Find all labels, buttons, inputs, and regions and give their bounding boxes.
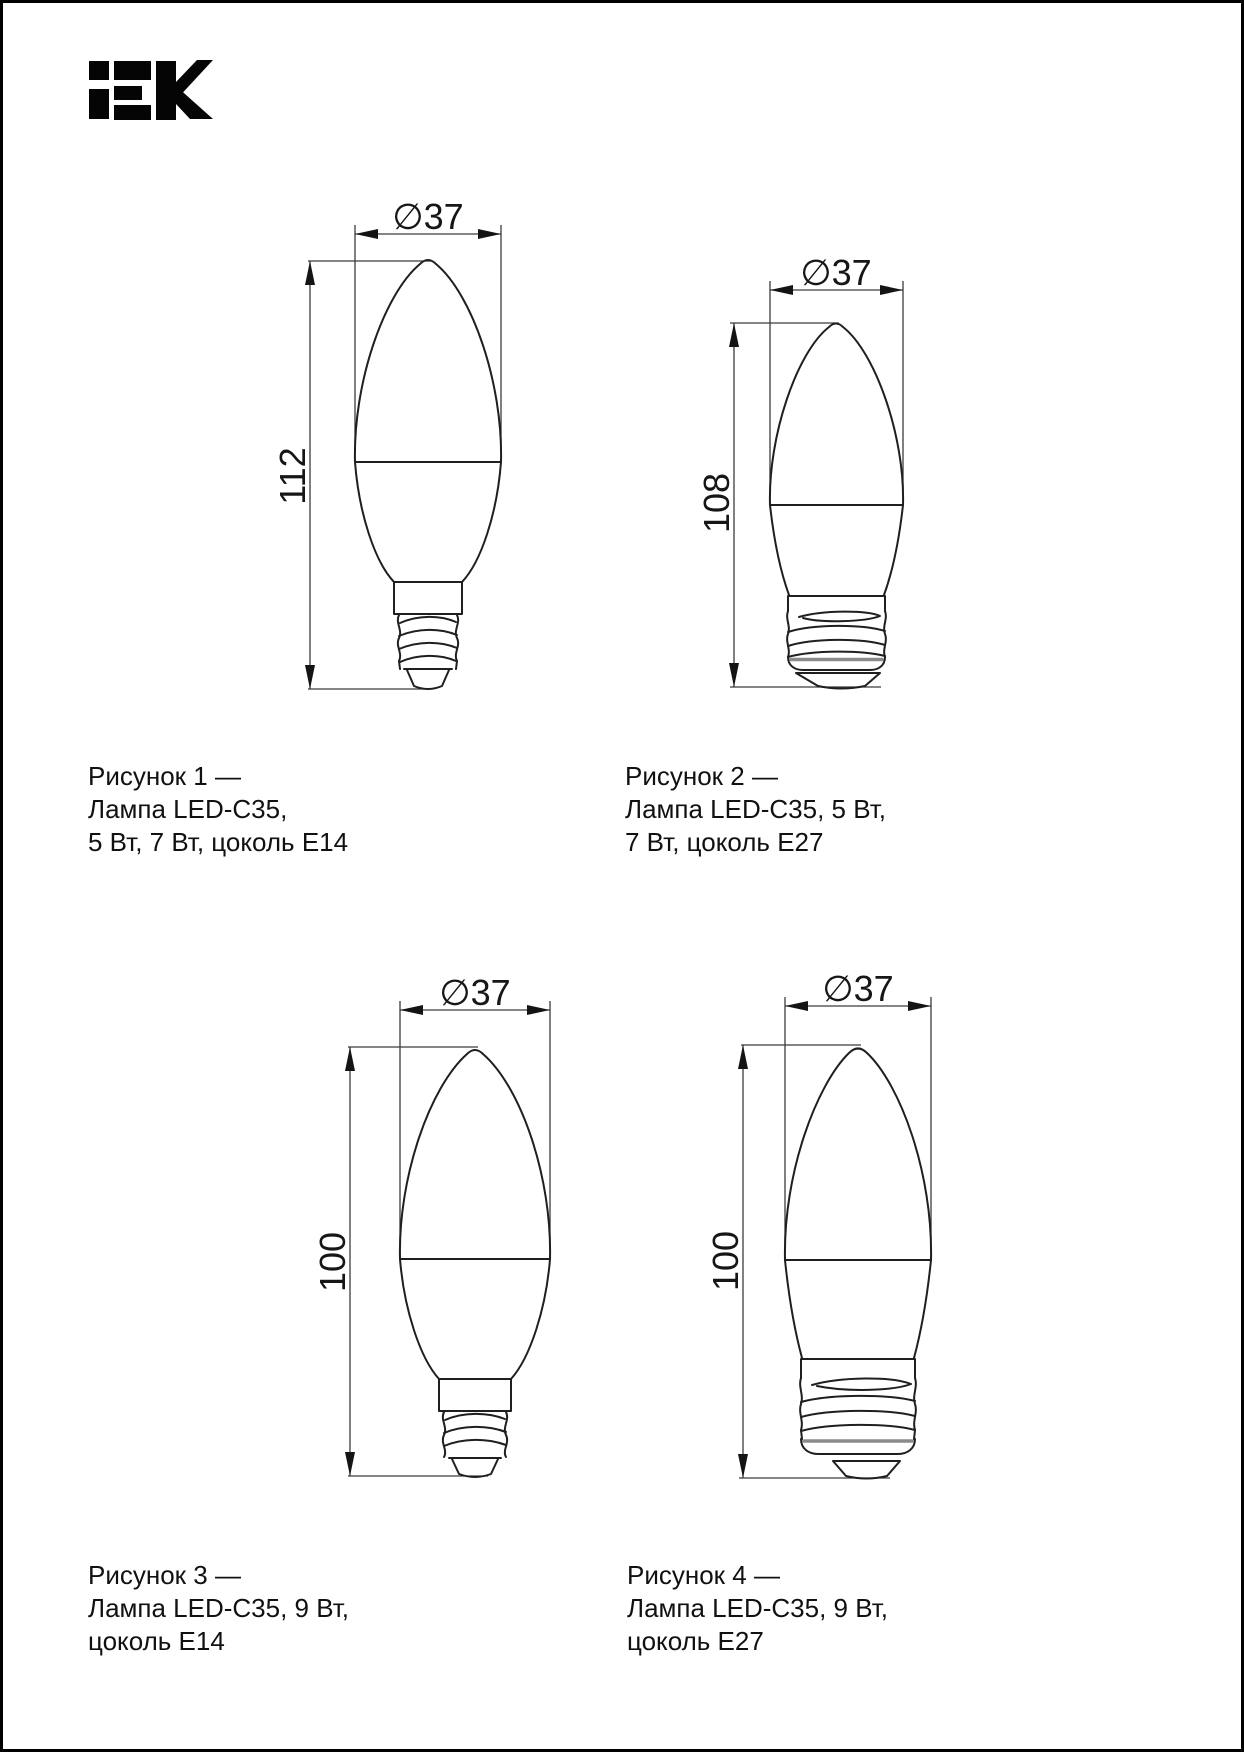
figure-1-caption-line-1: Рисунок 1 —: [88, 761, 241, 791]
iek-logo: [87, 60, 213, 120]
logo-e-mid-bar: [114, 86, 142, 100]
logo-e-bottom-bar: [114, 105, 151, 120]
figure-4-caption-line-1: Рисунок 4 —: [627, 1560, 780, 1590]
figure-3-caption-line-1: Рисунок 3 —: [88, 1560, 241, 1590]
figure-2-lamp-outline: [770, 324, 903, 689]
figure-1-caption-line-3: 5 Вт, 7 Вт, цоколь E14: [88, 827, 349, 857]
figure-1-lamp-outline: [355, 260, 501, 689]
figure-2-caption-line-2: Лампа LED-C35, 5 Вт,: [625, 794, 886, 824]
figure-3-caption: [88, 1559, 349, 1658]
figure-1-drawing: [263, 178, 513, 708]
figure-4-caption: [627, 1559, 888, 1658]
figure-3-height-label: 100: [312, 1231, 353, 1293]
logo-i-stem: [89, 89, 109, 119]
figure-1-height-label: 112: [272, 447, 313, 505]
figure-1-caption-line-2: Лампа LED-C35,: [88, 794, 288, 824]
logo-e-top-bar: [114, 61, 151, 80]
figure-4-caption-line-2: Лампа LED-C35, 9 Вт,: [627, 1593, 888, 1623]
figure-2-diameter-label: ∅37: [800, 258, 872, 293]
figure-2-caption-line-3: 7 Вт, цоколь E27: [625, 827, 824, 857]
figure-1-dimension-arrows: [305, 229, 501, 689]
figure-2-caption-line-1: Рисунок 2 —: [625, 761, 778, 791]
figure-4-height-label: 100: [705, 1230, 746, 1292]
figure-2-height-label: 108: [696, 472, 737, 534]
logo-k-stem: [156, 61, 176, 120]
figure-1-diameter-label: ∅37: [392, 196, 464, 237]
figure-3-caption-line-2: Лампа LED-C35, 9 Вт,: [88, 1593, 349, 1623]
figure-3-lamp-outline: [400, 1050, 550, 1477]
figure-4-drawing: [698, 963, 948, 1493]
figure-3-dimension-lines: [348, 1001, 550, 1476]
figure-4-caption-line-3: цоколь E27: [627, 1626, 764, 1656]
figure-2-caption: [625, 760, 886, 859]
figure-4-lamp-outline: [785, 1049, 931, 1479]
figure-3-drawing: [303, 963, 573, 1493]
logo-i-dot: [89, 61, 109, 80]
figure-3-diameter-label: ∅37: [439, 972, 511, 1013]
figure-4-diameter-label: ∅37: [822, 968, 894, 1009]
figure-1-dimension-lines: [308, 225, 501, 689]
figure-2-drawing: [673, 258, 933, 703]
figure-1-caption: [88, 760, 348, 859]
figure-3-caption-line-3: цоколь E14: [88, 1626, 225, 1656]
